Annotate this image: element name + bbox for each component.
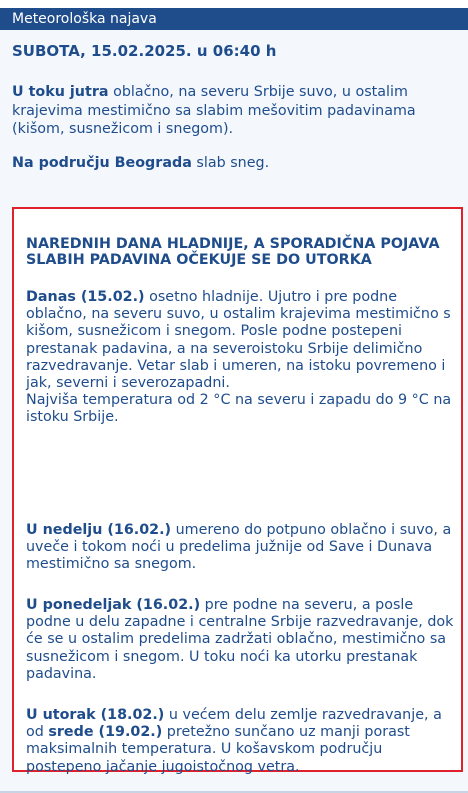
tuesday-text-2: pretežno sunčano uz manji porast maksimalnih temperatura. U košavskom području postepeno jačanje jugoistočnog vetra. bbox=[26, 724, 410, 775]
forecast-content bbox=[0, 30, 468, 793]
outlook-title: NAREDNIH DANA HLADNIJE, A SPORADIČNA POJAVA SLABIH PADAVINA OČEKUJE SE DO UTORKA bbox=[26, 236, 440, 268]
forecast-date: SUBOTA, 15.02.2025. u 06:40 h bbox=[12, 42, 277, 60]
today-text: osetno hladnije. Ujutro i pre podne oblačno, na severu suvo, u ostalim krajevima mestimično s kišom, susnežicom i snegom. Posle podne postepeni prestanak padavina, a na severoistoku Srbije delimično razvedravanje. Vetar slab i umeren, na istoku povremeno i jak, severni i severozapadni. bbox=[26, 289, 451, 392]
tuesday-text-1: u većem delu zemlje razvedravanje, a od bbox=[26, 707, 442, 741]
morning-text: oblačno, na severu Srbije suvo, u ostalim krajevima mestimično sa slabim mešovitim padavinama (kišom, susnežicom i snegom). bbox=[12, 84, 416, 137]
sunday-lead: U nedelju (16.02.) bbox=[26, 522, 172, 538]
today-temperature: Najviša temperatura od 2 °C na severu i zapadu do 9 °C na istoku Srbije. bbox=[26, 392, 452, 426]
tuesday-paragraph bbox=[26, 707, 454, 776]
forecast-header bbox=[0, 8, 468, 30]
belgrade-paragraph bbox=[12, 154, 269, 173]
forecast-header-title: Meteorološka najava bbox=[12, 11, 157, 27]
monday-text: pre podne na severu, a posle podne u delu zapadne i centralne Srbije razvedravanje, dok će se u ostalim predelima zadržati oblačno, mestimično sa susnežicom i snegom. U toku noći ka utorku prestanak padavina. bbox=[26, 597, 454, 682]
today-paragraph bbox=[26, 289, 454, 427]
monday-lead: U ponedeljak (16.02.) bbox=[26, 597, 201, 613]
belgrade-lead: Na području Beograda bbox=[12, 155, 192, 171]
belgrade-text: slab sneg. bbox=[191, 155, 270, 171]
today-lead: Danas (15.02.) bbox=[26, 289, 145, 305]
wednesday-lead: srede (19.02.) bbox=[48, 724, 163, 741]
outlook-box bbox=[12, 207, 463, 775]
morning-paragraph bbox=[12, 83, 452, 139]
sunday-paragraph bbox=[26, 522, 454, 574]
morning-lead: U toku jutra bbox=[12, 84, 109, 100]
tuesday-lead: U utorak (18.02.) bbox=[26, 707, 165, 723]
sunday-text: umereno do potpuno oblačno i suvo, a uveče i tokom noći u predelima južnije od Save i Dunava mestimično sa snegom. bbox=[26, 522, 452, 573]
monday-paragraph bbox=[26, 597, 454, 683]
